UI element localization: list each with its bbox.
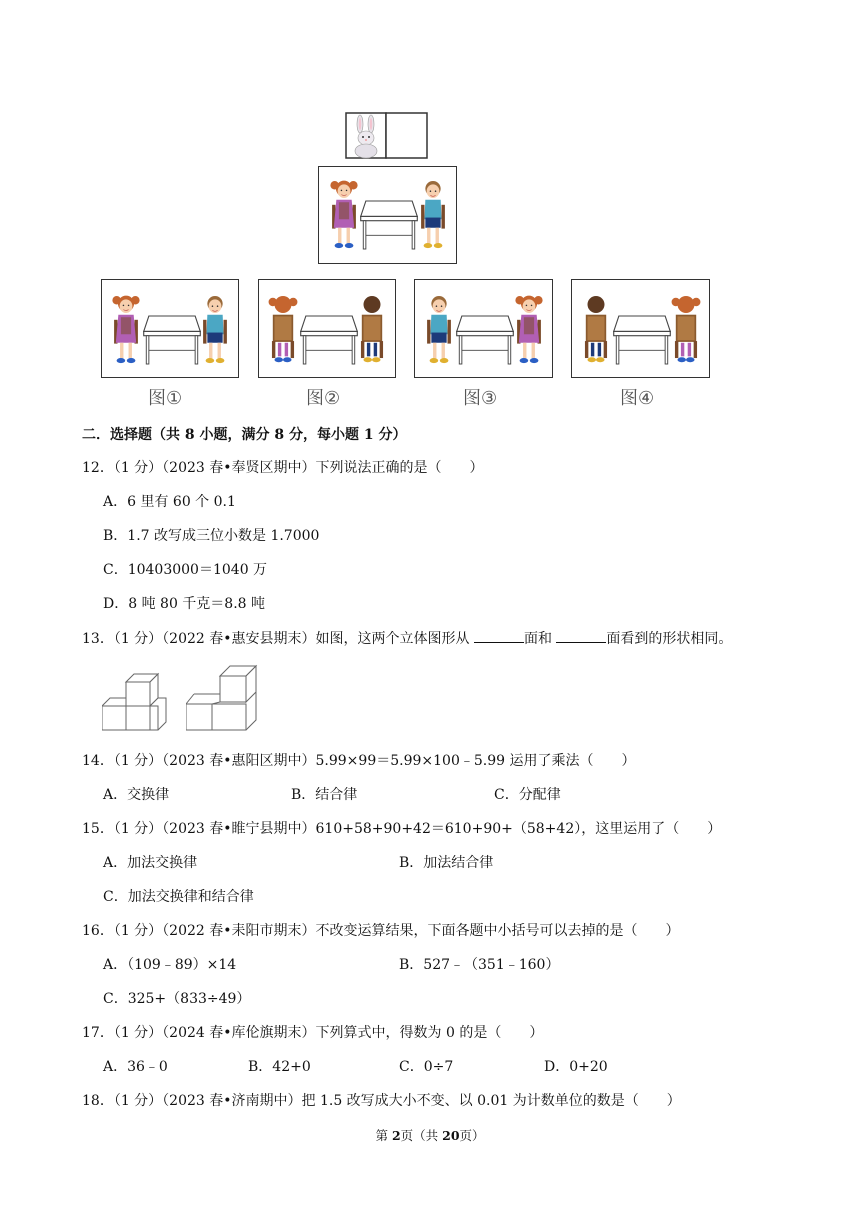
- question-16-option-b: B．527﹣（351﹣160）: [399, 957, 560, 973]
- footer-post: 页）: [459, 1128, 485, 1143]
- footer-pre: 第: [375, 1128, 392, 1143]
- question-14-option-a: A．交换律: [103, 787, 170, 803]
- boy-back-figure: [579, 288, 613, 372]
- view-panel-3: [414, 279, 553, 378]
- footer-total-pages: 20: [442, 1128, 460, 1143]
- question-12-option-b: B．1.7 改写成三位小数是 1.7000: [103, 528, 320, 544]
- girl-front-figure: [109, 288, 143, 372]
- question-14-stem: 14．（1 分）（2023 春•惠阳区期中）5.99×99＝5.99×100﹣5.99 运用了乘法（ ）: [82, 753, 636, 769]
- question-18-stem: 18．（1 分）（2023 春•济南期中）把 1.5 改写成大小不变、以 0.01 为计数单位的数是（ ）: [82, 1093, 681, 1109]
- figure-caption-4: 图④: [620, 388, 655, 409]
- section-heading: 二．选择题（共 8 小题，满分 8 分，每小题 1 分）: [82, 427, 407, 443]
- girl-front-figure: [512, 288, 546, 372]
- question-16-option-a: A．（109﹣89）×14: [103, 957, 237, 973]
- question-17-option-c: C．0÷7: [399, 1059, 454, 1075]
- table-figure: [455, 312, 515, 368]
- question-17-stem: 17．（1 分）（2024 春•库伦旗期末）下列算式中，得数为 0 的是（ ）: [82, 1025, 544, 1041]
- boy-front-figure: [416, 173, 450, 257]
- figure-caption-3: 图③: [463, 388, 498, 409]
- table-figure: [299, 312, 359, 368]
- question-16-option-c: C．325+（833÷49）: [103, 991, 251, 1007]
- question-14-option-c: C．分配律: [494, 787, 561, 803]
- table-figure: [359, 197, 419, 253]
- question-17-option-b: B．42+0: [248, 1059, 311, 1075]
- girl-back-figure: [669, 288, 703, 372]
- rabbit-card: [345, 112, 429, 160]
- answer-blank-2[interactable]: [556, 628, 606, 643]
- cube-figure-right: [186, 664, 258, 740]
- answer-blank-1[interactable]: [474, 628, 524, 643]
- question-16-stem: 16．（1 分）（2022 春•耒阳市期末）不改变运算结果，下面各题中小括号可以去掉的是（ ）: [82, 923, 680, 939]
- cube-figure-left: [102, 668, 172, 738]
- question-15-option-c: C．加法交换律和结合律: [103, 889, 254, 905]
- view-panel-1: [101, 279, 239, 378]
- page-footer: [0, 1126, 860, 1146]
- scene-main-panel: [318, 166, 457, 264]
- table-figure: [142, 312, 202, 368]
- boy-back-figure: [355, 288, 389, 372]
- view-panel-2: [258, 279, 396, 378]
- question-13-stem: [82, 628, 732, 649]
- girl-front-figure: [327, 173, 361, 257]
- question-12-option-d: D．8 吨 80 千克＝8.8 吨: [103, 596, 266, 612]
- view-panel-4: [571, 279, 710, 378]
- question-13-stem-part2: 面和: [523, 631, 557, 647]
- footer-mid: 页（共: [400, 1128, 443, 1143]
- question-13-stem-part1: 13．（1 分）（2022 春•惠安县期末）如图，这两个立体图形从: [82, 631, 474, 647]
- question-12-stem: 12．（1 分）（2023 春•奉贤区期中）下列说法正确的是（ ）: [82, 460, 484, 476]
- question-15-option-a: A．加法交换律: [103, 855, 198, 871]
- footer-page-number: 2: [391, 1128, 401, 1143]
- table-figure: [612, 312, 672, 368]
- figure-caption-2: 图②: [306, 388, 341, 409]
- question-13-stem-part3: 面看到的形状相同。: [606, 631, 733, 647]
- question-12-option-c: C．10403000＝1040 万: [103, 562, 268, 578]
- figure-caption-1: 图①: [148, 388, 183, 409]
- question-14-option-b: B．结合律: [291, 787, 358, 803]
- question-15-option-b: B．加法结合律: [399, 855, 494, 871]
- question-17-option-d: D．0+20: [544, 1059, 608, 1075]
- question-17-option-a: A．36﹣0: [103, 1059, 168, 1075]
- boy-front-figure: [198, 288, 232, 372]
- question-12-option-a: A．6 里有 60 个 0.1: [103, 494, 236, 510]
- question-15-stem: 15．（1 分）（2023 春•睢宁县期中）610+58+90+42＝610+90+（58+42），这里运用了（ ）: [82, 821, 722, 837]
- girl-back-figure: [266, 288, 300, 372]
- boy-front-figure: [422, 288, 456, 372]
